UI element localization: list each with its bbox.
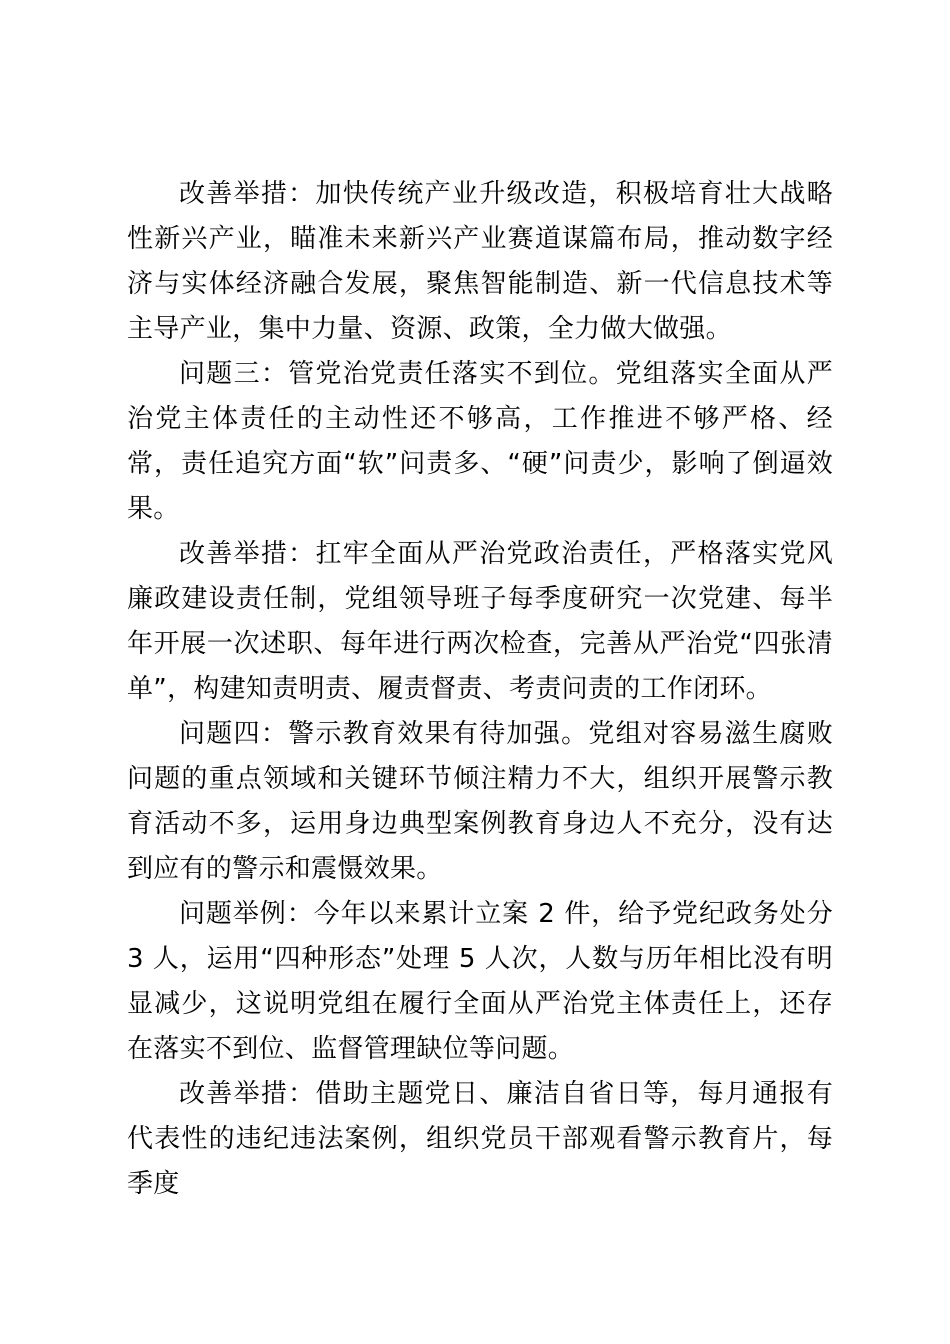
- paragraph-problem-four: 问题四：警示教育效果有待加强。党组对容易滋生腐败问题的重点领域和关键环节倾注精力不大，组织开展警示教育活动不多，运用身边典型案例教育身边人不充分，没有达到应有的警示和震慑效果。: [127, 719, 833, 884]
- paragraph-improvement-measures-2: 改善举措：扛牢全面从严治党政治责任，严格落实党风廉政建设责任制，党组领导班子每季度研究一次党建、每半年开展一次述职、每年进行两次检查，完善从严治党“四张清单”，构建知责明责、履责督责、考责问责的工作闭环。: [127, 539, 833, 704]
- document-body: [127, 172, 833, 1207]
- paragraph-improvement-measures-3: 改善举措：借助主题党日、廉洁自省日等，每月通报有代表性的违纪违法案例，组织党员干部观看警示教育片，每季度: [127, 1079, 833, 1199]
- paragraph-problem-example: 问题举例：今年以来累计立案 2 件，给予党纪政务处分 3 人，运用“四种形态”处理 5 人次，人数与历年相比没有明显减少，这说明党组在履行全面从严治党主体责任上，还存在落实不到位、监督管理缺位等问题。: [127, 899, 833, 1064]
- paragraph-problem-three: 问题三：管党治党责任落实不到位。党组落实全面从严治党主体责任的主动性还不够高，工作推进不够严格、经常，责任追究方面“软”问责多、“硬”问责少，影响了倒逼效果。: [127, 359, 833, 524]
- paragraph-improvement-measures-1: 改善举措：加快传统产业升级改造，积极培育壮大战略性新兴产业，瞄准未来新兴产业赛道谋篇布局，推动数字经济与实体经济融合发展，聚焦智能制造、新一代信息技术等主导产业，集中力量、资源、政策，全力做大做强。: [127, 179, 833, 344]
